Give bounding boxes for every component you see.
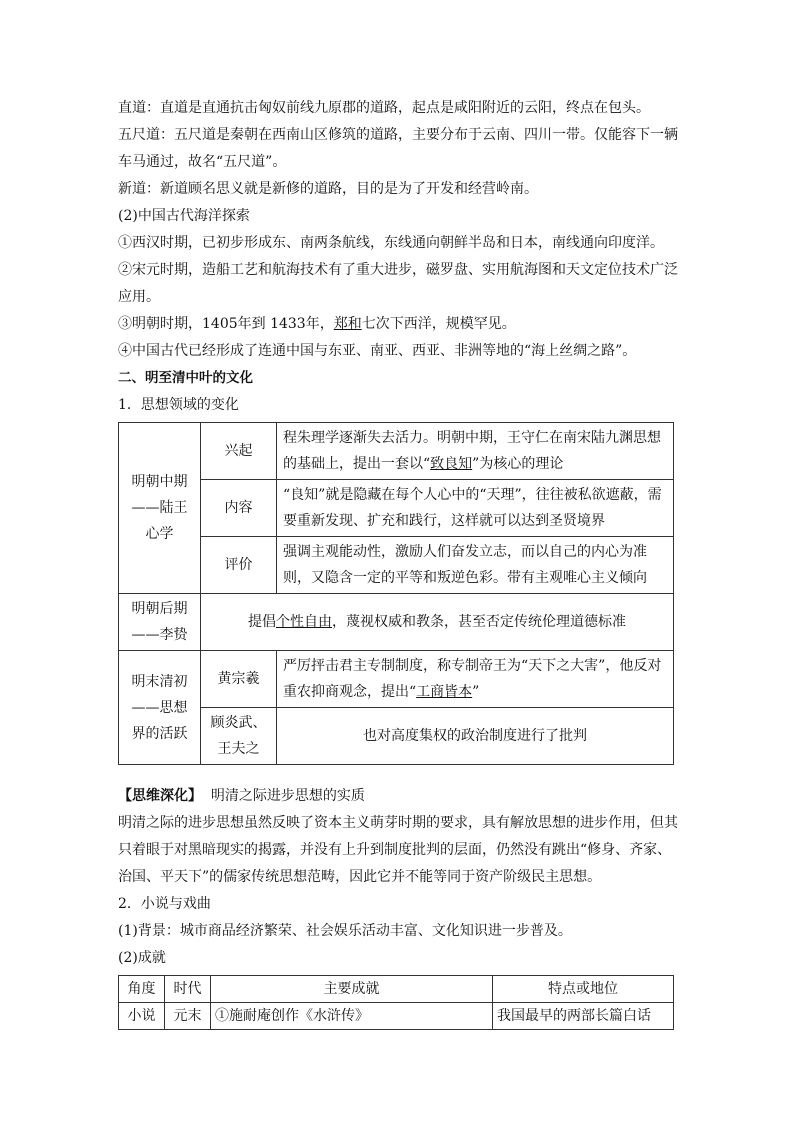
paragraph-zhidao: 直道：直道是直通抗击匈奴前线九原郡的道路，起点是咸阳附近的云阳，终点在包头。	[118, 100, 650, 116]
subheading-thought: 1．思想领域的变化	[118, 397, 239, 413]
table-row	[119, 423, 674, 480]
header-achievement: 主要成就	[211, 976, 493, 1003]
row-label-evaluation: 评价	[201, 537, 277, 594]
think-deeper-title	[118, 783, 678, 810]
table-row	[119, 537, 674, 594]
zhenghe-underlined: 郑和	[333, 316, 362, 332]
table-row	[119, 594, 674, 651]
row-label-content: 内容	[201, 480, 277, 537]
background-text: (1)背景：城市商品经济繁荣、社会娱乐活动丰富、文化知识进一步普及。	[118, 923, 572, 939]
table-header-row	[119, 976, 674, 1003]
zhiliangzhi-underlined: 致良知	[430, 456, 473, 472]
ocean-item-3-a: ③明朝时期，1405年到 1433年，	[118, 316, 334, 332]
row-label-huangzongxi: 黄宗羲	[201, 651, 277, 708]
row-text-evaluation: 强调主观能动性，激励人们奋发立志，而以自己的内心为准则，又隐含一定的平等和叛逆色彩。带有主观唯心主义倾向	[277, 537, 674, 594]
subheading-novel-drama: 2．小说与戏曲	[118, 896, 211, 912]
lizhi-text-b: ，蔑视权威和教条，甚至否定传统伦理道德标准	[332, 614, 626, 630]
think-deeper-heading: 明清之际进步思想的实质	[210, 788, 365, 804]
cell-era: 元末	[165, 1003, 211, 1030]
think-paragraph-line3: 治国、平天下”的儒家传统思想范畴，因此它并不能等同于资产阶级民主思想。	[118, 869, 602, 885]
achievements-table	[118, 975, 674, 1030]
ocean-item-3	[118, 311, 678, 338]
ocean-item-3-b: 七次下西洋，规模罕见。	[361, 316, 516, 332]
paragraph-xindao: 新道：新道顾名思义就是新修的道路，目的是为了开发和经营岭南。	[118, 181, 538, 197]
think-paragraph-line2: 只着眼于对黑暗现实的揭露，并没有上升到制度批判的层面，仍然没有跳出“修身、齐家、	[118, 842, 672, 858]
header-era: 时代	[165, 976, 211, 1003]
page-content	[118, 95, 678, 1030]
think-deeper-tag: 【思维深化】	[118, 788, 202, 804]
achievements-heading: (2)成就	[118, 950, 166, 966]
header-angle: 角度	[119, 976, 165, 1003]
cell-feature: 我国最早的两部长篇白话	[493, 1003, 674, 1030]
table-row	[119, 651, 674, 708]
group-cell-lizhi: 明朝后期——李贽	[119, 594, 201, 651]
rise-text-b: ”为核心的理论	[472, 456, 564, 472]
ocean-item-4: ④中国古代已经形成了连通中国与东亚、南亚、西亚、非洲等地的“海上丝绸之路”。	[118, 343, 637, 359]
row-text-huangzongxi	[277, 651, 674, 708]
gongshangjieben-underlined: 工商皆本	[416, 684, 473, 700]
row-text-content: “良知”就是隐藏在每个人心中的“天理”，往往被私欲遮蔽，需要重新发现、扩充和践行，这样就可以达到圣贤境界	[277, 480, 674, 537]
ocean-item-1: ①西汉时期，已初步形成东、南两条航线，东线通向朝鲜半岛和日本，南线通向印度洋。	[118, 235, 664, 251]
gexingziyou-underlined: 个性自由	[276, 614, 332, 630]
row-label-rise: 兴起	[201, 423, 277, 480]
rise-text-a: 程朱理学逐渐失去活力。明朝中期，王守仁在南宋陆九渊思想的基础上，提出一套以“	[283, 430, 661, 472]
think-paragraph-line1: 明清之际的进步思想虽然反映了资本主义萌芽时期的要求，具有解放思想的进步作用，但其	[118, 815, 678, 831]
thought-table	[118, 422, 674, 765]
paragraph-wuchidao-line2: 车马通过，故名“五尺道”。	[118, 154, 287, 170]
group-cell-luwang: 明朝中期——陆王心学	[119, 423, 201, 594]
huang-text-a: 严厉抨击君主专制制度，称专制帝王为“天下之大害”，他反对重农抑商观念，提出“	[283, 658, 662, 700]
section-heading-2: 二、明至清中叶的文化	[118, 370, 253, 386]
row-text-lizhi	[201, 594, 674, 651]
row-label-gu-wang: 顾炎武、王夫之	[201, 708, 277, 765]
lizhi-text-a: 提倡	[248, 614, 276, 630]
paragraph-wuchidao-line1: 五尺道：五尺道是秦朝在西南山区修筑的道路，主要分布于云南、四川一带。仅能容下一辆	[118, 127, 678, 143]
ocean-item-2-line1: ②宋元时期，造船工艺和航海技术有了重大进步，磁罗盘、实用航海图和天文定位技术广泛	[118, 262, 678, 278]
group-cell-late-ming: 明末清初——思想界的活跃	[119, 651, 201, 765]
header-feature: 特点或地位	[493, 976, 674, 1003]
ocean-item-2-line2: 应用。	[118, 289, 160, 305]
table-row	[119, 480, 674, 537]
cell-achievement: ①施耐庵创作《水浒传》	[211, 1003, 493, 1030]
cell-angle: 小说	[119, 1003, 165, 1030]
table-row	[119, 708, 674, 765]
table-row	[119, 1003, 674, 1030]
subheading-ocean: (2)中国古代海洋探索	[118, 208, 250, 224]
row-text-gu-wang: 也对高度集权的政治制度进行了批判	[277, 708, 674, 765]
huang-text-b: ”	[472, 684, 480, 700]
row-text-rise	[277, 423, 674, 480]
